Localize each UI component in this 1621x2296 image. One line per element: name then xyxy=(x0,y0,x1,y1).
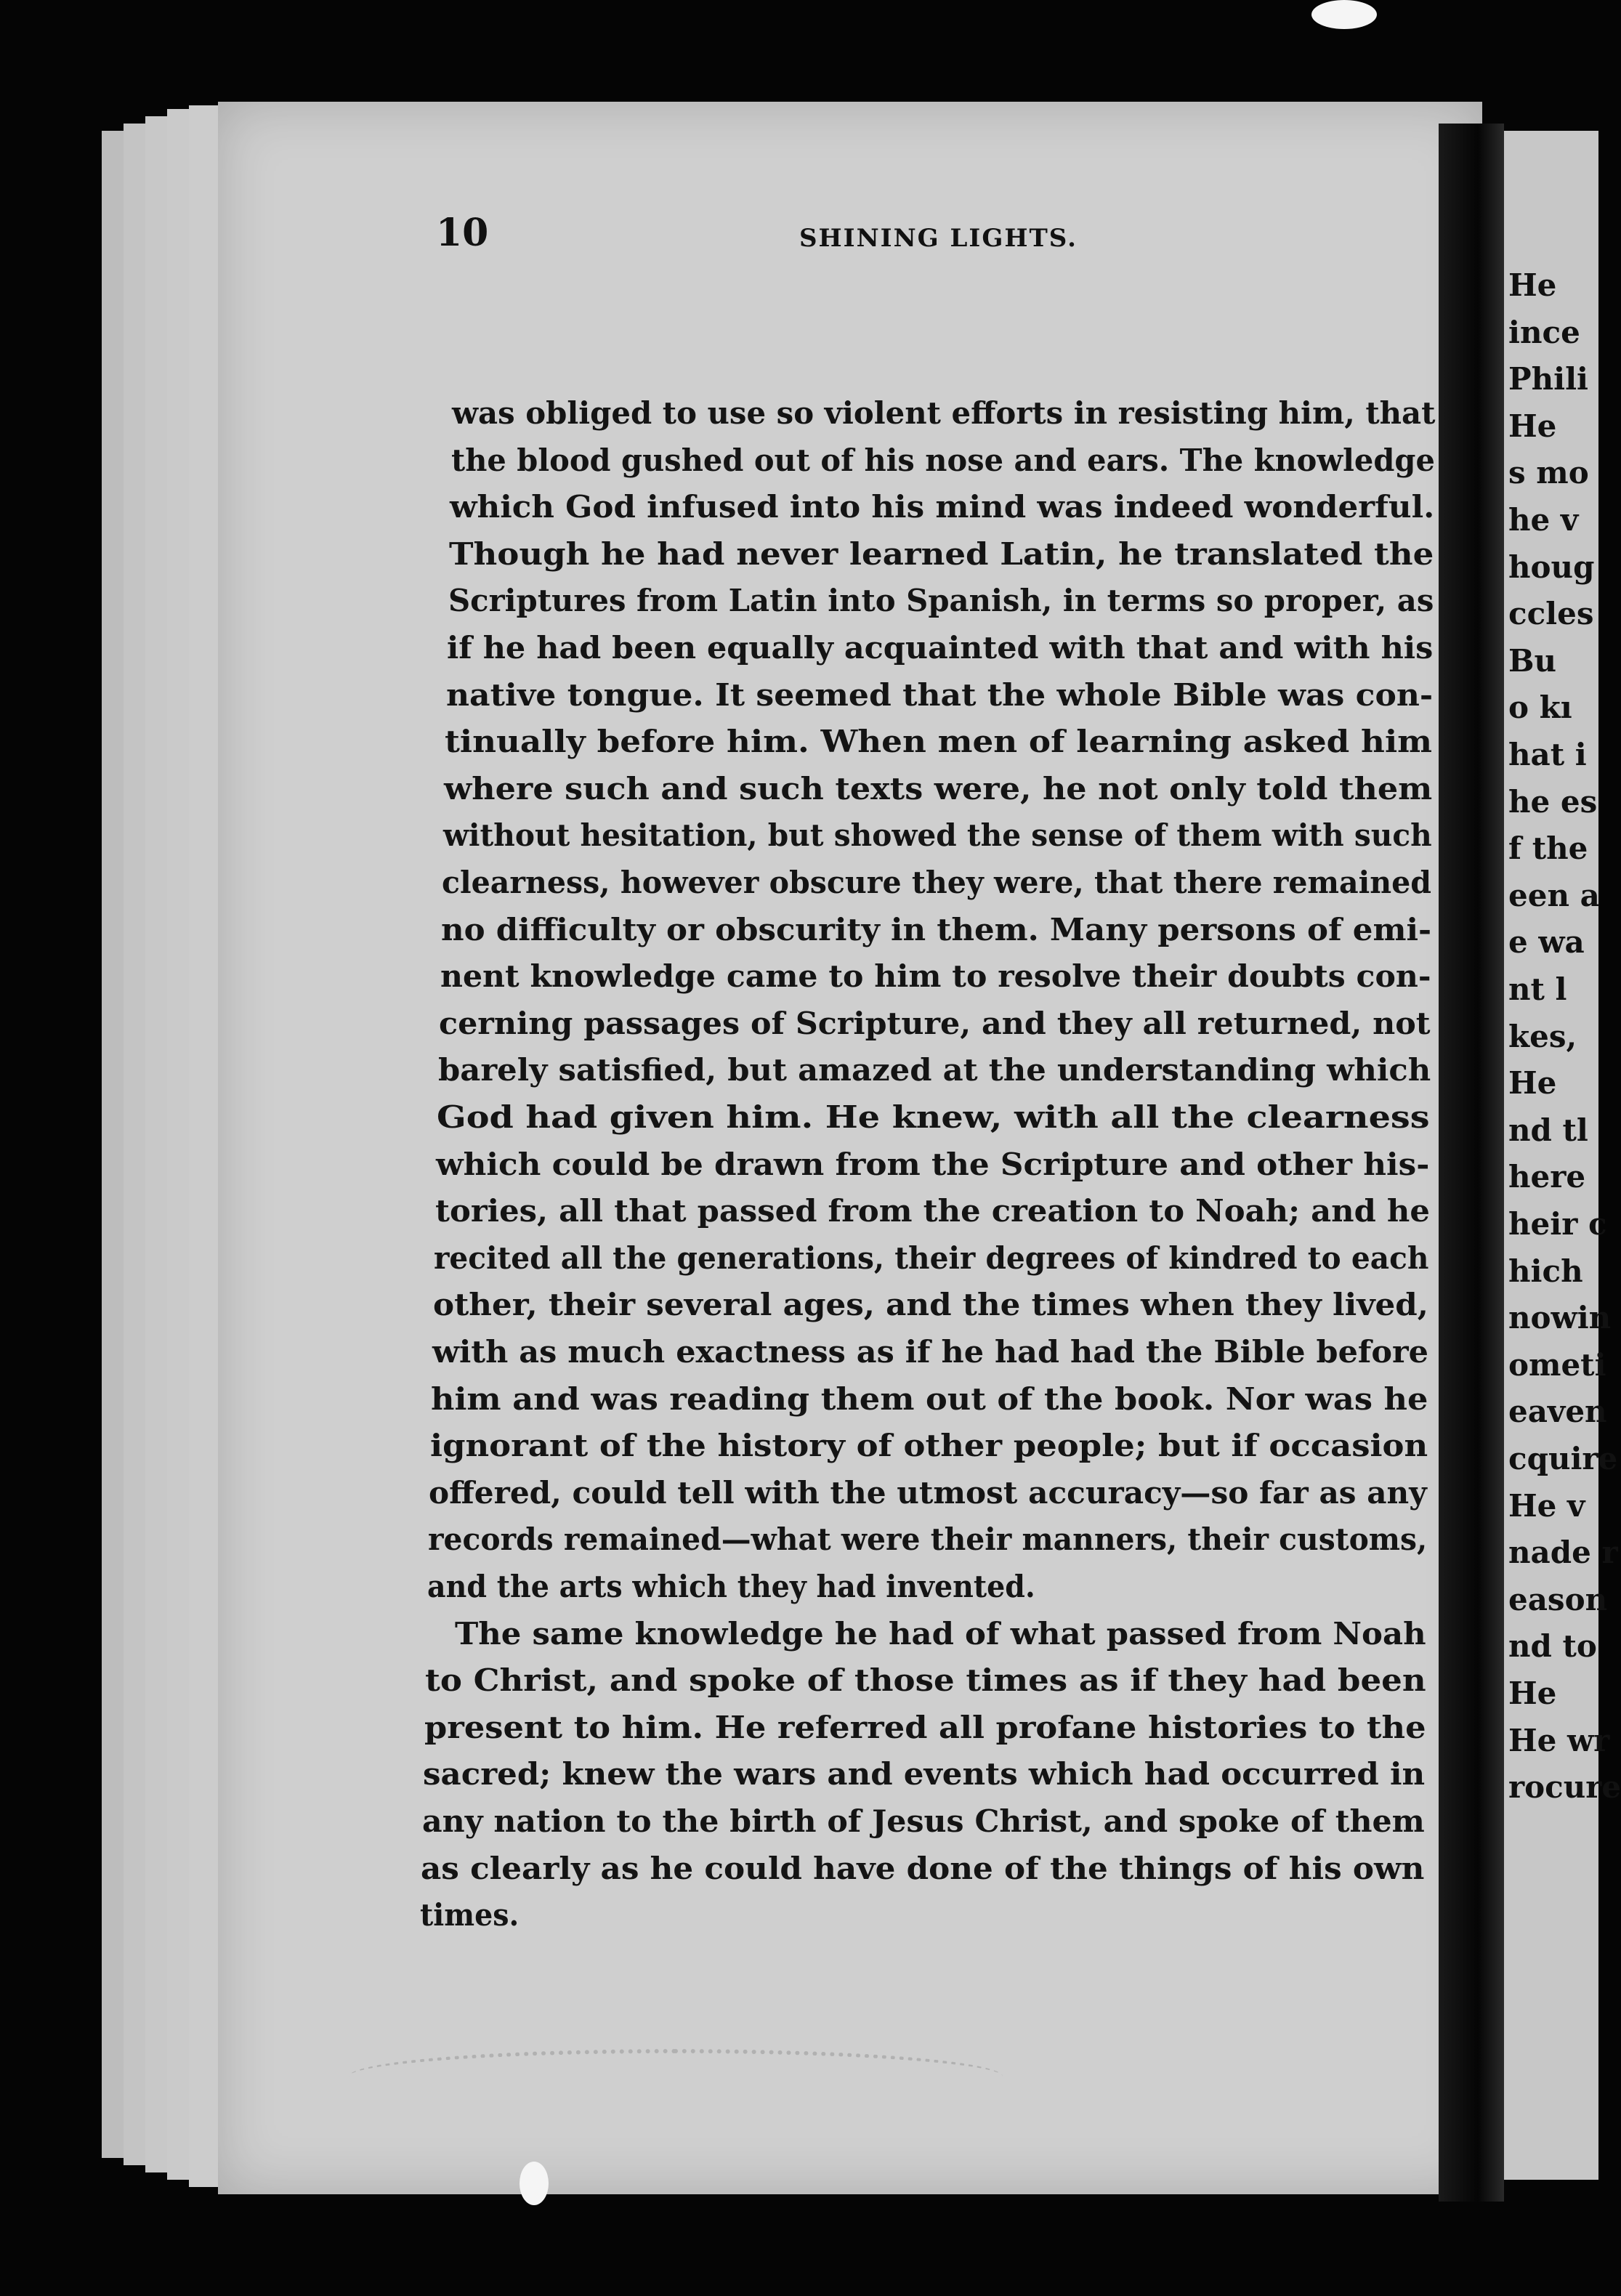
text-line: other, their several ages, and the times when they lived, xyxy=(432,1287,1428,1324)
facing-text-line: Phili xyxy=(1508,361,1588,397)
facing-text-line: he v xyxy=(1508,502,1579,538)
page-number: 10 xyxy=(436,211,489,255)
text-line: as clearly as he could have done of the things of his own xyxy=(421,1850,1425,1887)
text-line: native tongue. It seemed that the whole Bible was con- xyxy=(445,676,1433,714)
facing-text-line: nt l xyxy=(1508,971,1567,1007)
running-header-title: SHINING LIGHTS. xyxy=(799,224,1078,253)
facing-text-line: hich xyxy=(1508,1253,1583,1289)
text-line: God had given him. He knew, with all the clearness xyxy=(437,1099,1430,1136)
text-line: no difficulty or obscurity in them. Many persons of emi- xyxy=(440,911,1431,948)
text-line: times. xyxy=(420,1897,520,1934)
text-line: the blood gushed out of his nose and ears. The knowledge xyxy=(450,442,1435,479)
facing-text-line: hat i xyxy=(1508,737,1587,772)
facing-text-line: ccles xyxy=(1508,596,1594,632)
text-line: tinually before him. When men of learning asked him xyxy=(445,724,1433,761)
text-line: any nation to the birth of Jesus Christ, and spoke of them xyxy=(421,1803,1425,1840)
text-line: present to him. He referred all profane histories to the xyxy=(424,1709,1426,1746)
facing-text-line: f the xyxy=(1508,830,1588,867)
facing-text-line: He xyxy=(1508,1675,1557,1711)
facing-text-line: heir c xyxy=(1508,1206,1607,1242)
facing-text-line: rocure xyxy=(1508,1769,1621,1806)
paper-speck xyxy=(520,2162,549,2205)
facing-text-line: eason xyxy=(1508,1581,1608,1617)
text-line: with as much exactness as if he had had the Bible before xyxy=(432,1334,1428,1370)
facing-text-line: he es xyxy=(1508,783,1598,820)
text-line: which God infused into his mind was indeed wonderful. xyxy=(450,489,1435,526)
text-line: was obliged to use so violent efforts in resisting him, that xyxy=(452,395,1436,432)
facing-text-line: nd tl xyxy=(1508,1112,1588,1148)
text-line: him and was reading them out of the book. Nor was he xyxy=(431,1381,1428,1418)
facing-text-line: He xyxy=(1508,267,1557,303)
facing-text-line: eaven xyxy=(1508,1394,1607,1430)
text-line: and the arts which they had invented. xyxy=(427,1569,1035,1605)
text-line: where such and such texts were, he not only told them xyxy=(444,770,1433,807)
paper-speck xyxy=(1311,0,1377,29)
facing-text-line: kes, xyxy=(1508,1018,1577,1054)
text-line: Scriptures from Latin into Spanish, in terms so proper, as xyxy=(448,583,1434,620)
facing-text-line: He v xyxy=(1508,1487,1585,1524)
facing-text-line: cquire xyxy=(1508,1441,1618,1476)
facing-text-line: o kı xyxy=(1508,690,1572,726)
facing-text-line: He xyxy=(1508,1065,1557,1101)
text-line: to Christ, and spoke of those times as if they had been xyxy=(424,1662,1426,1699)
facing-text-line: here xyxy=(1508,1159,1586,1195)
text-line: Though he had never learned Latin, he translated the xyxy=(448,535,1434,573)
facing-text-line: He wr xyxy=(1508,1722,1610,1758)
text-line: nent knowledge came to him to resolve their doubts con- xyxy=(440,958,1431,995)
text-line: offered, could tell with the utmost accuracy—so far as any xyxy=(429,1474,1428,1511)
text-line: barely satisfied, but amazed at the understanding which xyxy=(437,1052,1431,1089)
facing-text-line: ince xyxy=(1508,314,1580,350)
text-line: The same knowledge he had of what passed from Noah xyxy=(455,1615,1426,1652)
facing-text-line: nade r xyxy=(1508,1535,1618,1571)
text-line: records remained—what were their manners, their customs, xyxy=(428,1521,1428,1559)
page-stain xyxy=(349,2049,1003,2104)
facing-text-line: nowin xyxy=(1508,1300,1612,1336)
facing-text-line: een a xyxy=(1508,877,1600,913)
facing-text-line: ometi xyxy=(1508,1346,1606,1383)
text-line: clearness, however obscure they were, that there remained xyxy=(442,865,1432,901)
text-line: recited all the generations, their degrees of kindred to each xyxy=(434,1240,1429,1277)
text-line: sacred; knew the wars and events which had occurred in xyxy=(423,1756,1426,1793)
facing-text-line: nd to xyxy=(1508,1628,1597,1665)
facing-text-line: Bu xyxy=(1508,642,1557,679)
text-line: cerning passages of Scripture, and they all returned, not xyxy=(439,1005,1431,1042)
facing-text-line: e wa xyxy=(1508,924,1585,961)
text-line: ignorant of the history of other people; but if occasion xyxy=(429,1428,1428,1465)
facing-text-line: s mo xyxy=(1508,455,1589,491)
text-line: tories, all that passed from the creation to Noah; and he xyxy=(434,1193,1430,1230)
facing-text-line: houg xyxy=(1508,549,1595,585)
text-line: which could be drawn from the Scripture and other his- xyxy=(436,1146,1430,1183)
text-line: if he had been equally acquainted with that and with his xyxy=(447,630,1434,666)
facing-text-line: He xyxy=(1508,408,1557,444)
text-line: without hesitation, but showed the sense of them with such xyxy=(442,817,1432,854)
